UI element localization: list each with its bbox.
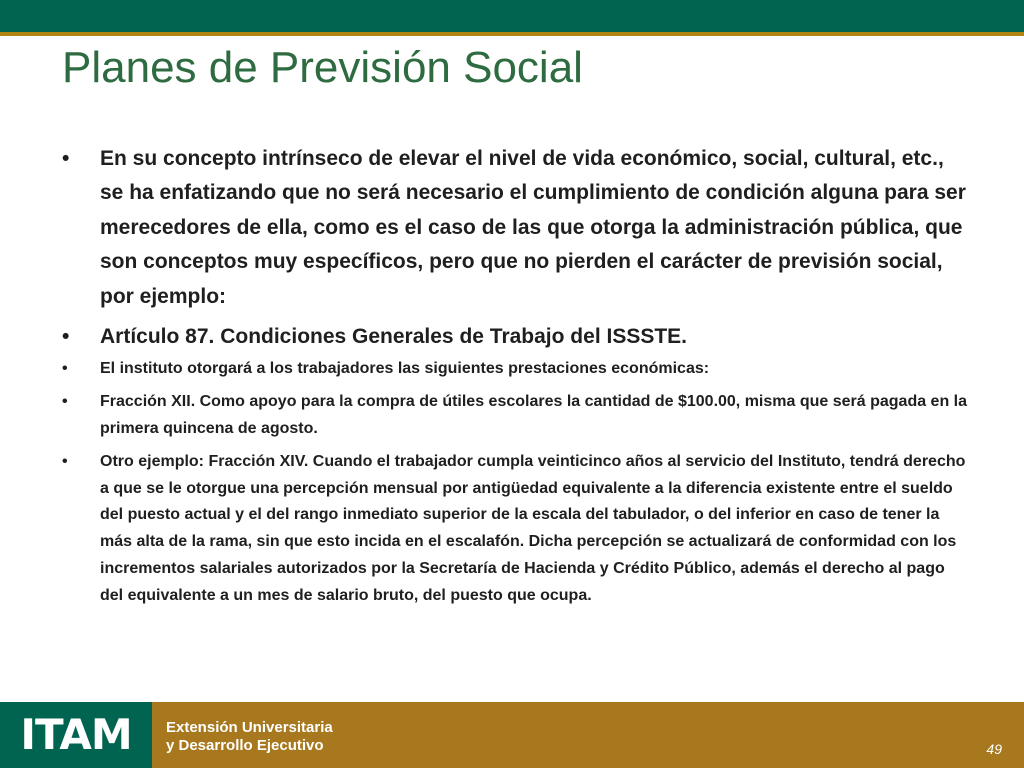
page-number: 49: [986, 741, 1002, 757]
bullet-item: • Otro ejemplo: Fracción XIV. Cuando el trabajador cumpla veinticinco años al servicio del Instituto, tendrá derecho a que se le otorgue una percepción mensual por antigüedad equivalente a la diferencia existente entre el sueldo del puesto actual y el del rango inmediato superior de la escala del tabulador, o del inferior en caso de tener la más alta de la rama, sin que esto incida en el escalafón. Dicha percepción se actualizará de conformidad con los incrementos salariales autorizados por la Secretaría de Hacienda y Crédito Público, además el derecho al pago del equivalente a un mes de salario bruto, del puesto que ocupa.: [62, 449, 967, 610]
logo-text: ITAM: [20, 710, 132, 759]
footer-subtitle: [166, 719, 333, 755]
bullet-item: • Fracción XII. Como apoyo para la compra de útiles escolares la cantidad de $100.00, misma que será pagada en la primera quincena de agosto.: [62, 389, 967, 443]
footer-subtitle-line2: y Desarrollo Ejecutivo: [166, 737, 324, 754]
bullet-item: • El instituto otorgará a los trabajadores las siguientes prestaciones económicas:: [62, 356, 967, 383]
header-bar: [0, 0, 1024, 32]
footer-subtitle-line1: Extensión Universitaria: [166, 719, 333, 736]
footer-bar: [0, 702, 1024, 768]
bullet-item: • Artículo 87. Condiciones Generales de Trabajo del ISSSTE.: [62, 320, 967, 354]
itam-logo: [0, 702, 152, 768]
bullet-list: [62, 142, 967, 616]
header-accent-line: [0, 32, 1024, 36]
bullet-item: • En su concepto intrínseco de elevar el nivel de vida económico, social, cultural, etc., se ha enfatizando que no será necesario el cumplimiento de condición alguna para ser merecedores de ella, como es el caso de las que otorga la administración pública, que son conceptos muy específicos, pero que no pierden el carácter de previsión social, por ejemplo:: [62, 142, 967, 314]
slide-title: Planes de Previsión Social: [62, 43, 583, 92]
